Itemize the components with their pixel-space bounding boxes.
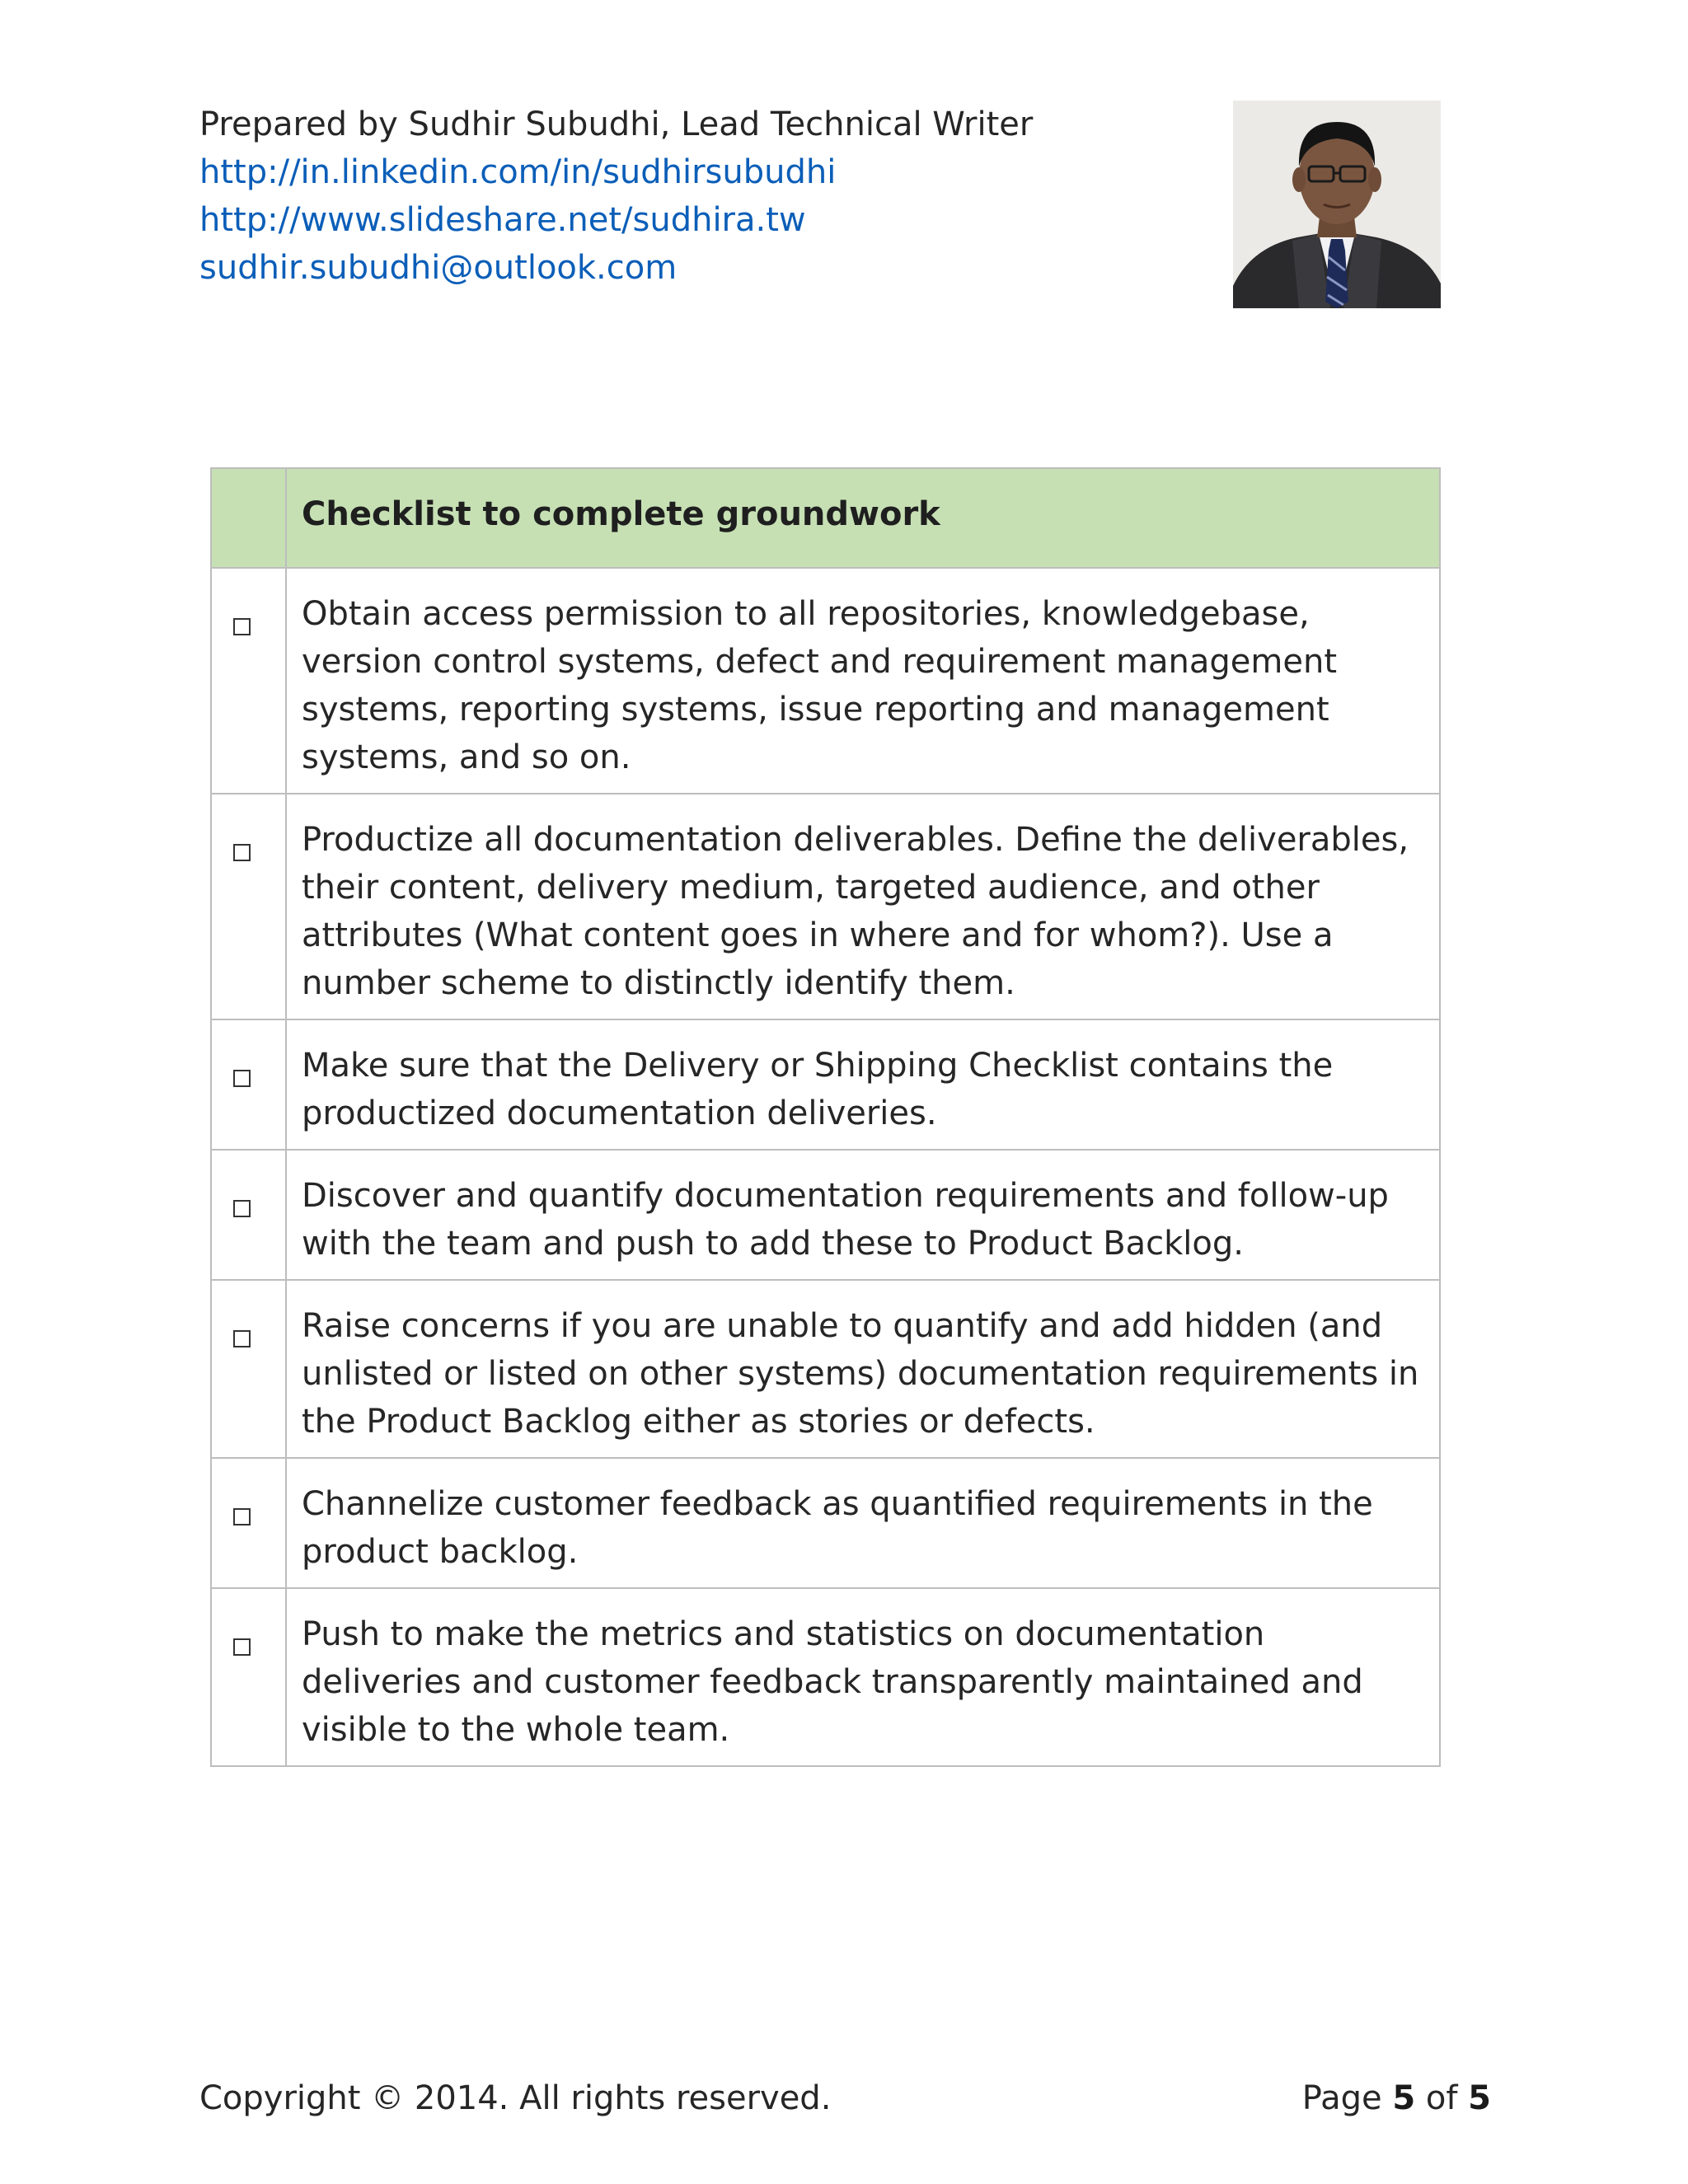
page-of: of (1425, 2079, 1458, 2117)
checkbox-icon[interactable] (233, 1638, 251, 1656)
slideshare-link[interactable]: http://www.slideshare.net/sudhira.tw (199, 201, 806, 239)
table-row (211, 1588, 1440, 1766)
checkbox-cell (211, 1588, 286, 1766)
author-block (199, 101, 1271, 292)
checkbox-cell (211, 1150, 286, 1280)
item-cell (286, 1458, 1440, 1588)
linkedin-link[interactable]: http://in.linkedin.com/in/sudhirsubudhi (199, 153, 837, 191)
copyright-text: Copyright © 2014. All rights reserved. (199, 2079, 832, 2117)
header-empty-cell (211, 468, 286, 568)
page-label: Page (1301, 2079, 1382, 2117)
item-cell (286, 568, 1440, 794)
checkbox-icon[interactable] (233, 1330, 251, 1347)
item-cell (286, 1588, 1440, 1766)
table-header-row (211, 468, 1440, 568)
table-row (211, 1280, 1440, 1458)
table-row (211, 1019, 1440, 1150)
checkbox-icon[interactable] (233, 1070, 251, 1087)
table-row (211, 568, 1440, 794)
item-text: Push to make the metrics and statistics on documentation deliveries and customer feedback transparently maintained and visible to the whole team. (302, 1615, 1363, 1749)
author-photo (1233, 101, 1441, 308)
table-row (211, 1150, 1440, 1280)
checkbox-cell (211, 794, 286, 1019)
checkbox-icon[interactable] (233, 1200, 251, 1217)
checkbox-icon[interactable] (233, 844, 251, 861)
header-title-cell (286, 468, 1440, 568)
page-number (1302, 2074, 1491, 2122)
item-cell (286, 1150, 1440, 1280)
table-row (211, 1458, 1440, 1588)
item-cell (286, 1280, 1440, 1458)
page-total: 5 (1468, 2079, 1491, 2117)
checkbox-cell (211, 1019, 286, 1150)
checklist-table (210, 467, 1441, 1767)
author-line: Prepared by Sudhir Subudhi, Lead Technical Writer (199, 105, 1034, 143)
checklist-title: Checklist to complete groundwork (302, 495, 940, 533)
email-link[interactable]: sudhir.subudhi@outlook.com (199, 249, 678, 287)
item-text: Obtain access permission to all repositories, knowledgebase, version control systems, defect and requirement management systems, reporting systems, issue reporting and management systems, and so on. (302, 595, 1337, 776)
page-current: 5 (1392, 2079, 1416, 2117)
item-cell (286, 794, 1440, 1019)
checkbox-cell (211, 1458, 286, 1588)
checkbox-icon[interactable] (233, 1508, 251, 1526)
checkbox-icon[interactable] (233, 618, 251, 635)
item-text: Channelize customer feedback as quantified requirements in the product backlog. (302, 1485, 1373, 1571)
item-text: Make sure that the Delivery or Shipping Checklist contains the productized documentation deliveries. (302, 1047, 1334, 1132)
item-text: Raise concerns if you are unable to quantify and add hidden (and unlisted or listed on other systems) documentation requirements in the Product Backlog either as stories or defects. (302, 1307, 1419, 1441)
item-text: Discover and quantify documentation requirements and follow-up with the team and push to add these to Product Backlog. (302, 1177, 1389, 1263)
item-cell (286, 1019, 1440, 1150)
table-row (211, 794, 1440, 1019)
item-text: Productize all documentation deliverables. Define the deliverables, their content, delivery medium, targeted audience, and other attributes (What content goes in where and for whom?). Use a number scheme to distinctly identify them. (302, 821, 1409, 1002)
checkbox-cell (211, 568, 286, 794)
checkbox-cell (211, 1280, 286, 1458)
